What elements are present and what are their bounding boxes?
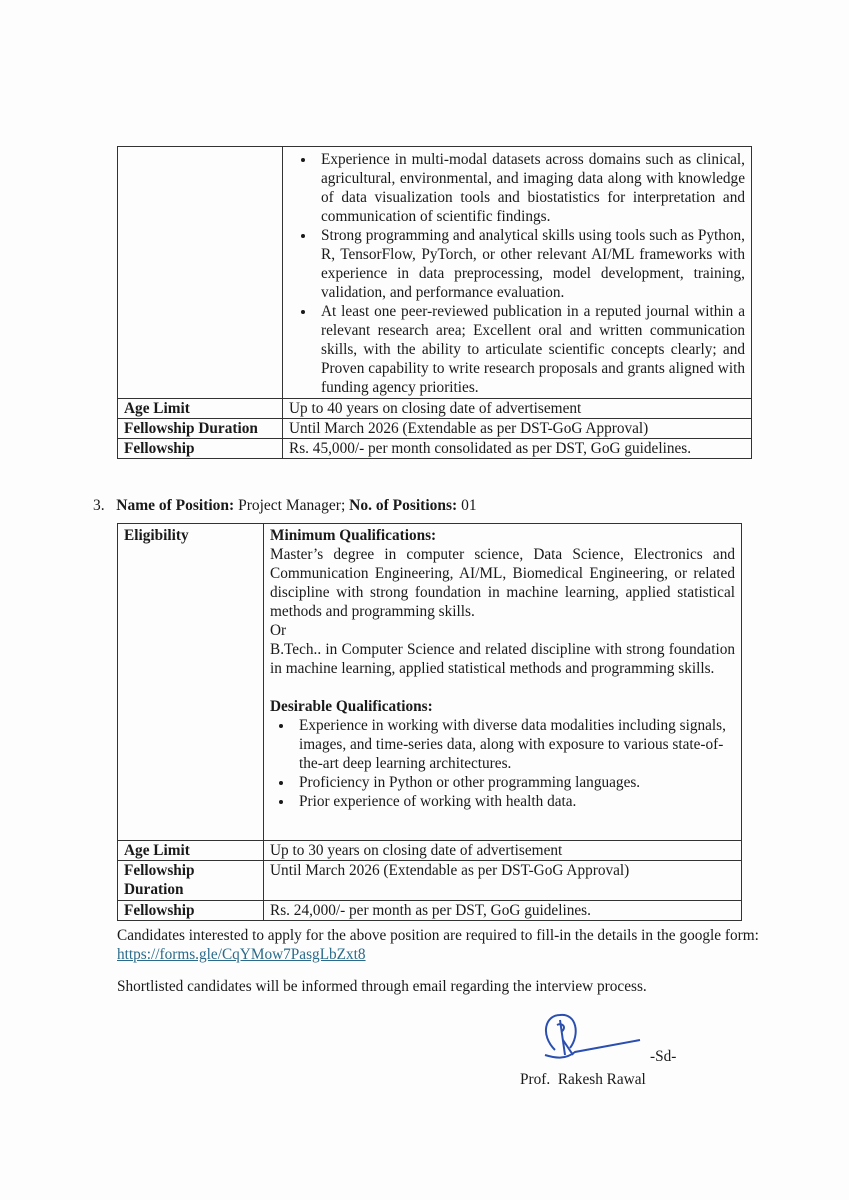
desirable-qualifications-heading: Desirable Qualifications:	[270, 698, 433, 715]
row-label: Age Limit	[118, 399, 283, 419]
table-row	[118, 901, 742, 921]
item-number: 3.	[93, 497, 105, 514]
eligibility-cell	[264, 524, 742, 841]
position-3-table	[117, 523, 742, 921]
list-item: • Proficiency in Python or other programming languages.	[294, 773, 735, 792]
list-item: • Experience in multi-modal datasets across domains such as clinical, agricultural, environmental, and imaging data along with knowledge of data visualization tools and biostatistics for interpretation and communication of scientific findings.	[316, 150, 745, 226]
position-2-table	[117, 146, 752, 459]
list-item: • At least one peer-reviewed publication in a reputed journal within a relevant research area; Excellent oral and written communication skills, with the ability to articulate scientific concepts clearly; and Proven capability to write research proposals and grants aligned with funding agency priorities.	[316, 302, 745, 397]
desirable-cell	[283, 147, 752, 399]
position-name-value: Project Manager;	[238, 497, 346, 514]
list-item: • Experience in working with diverse data modalities including signals, images, and time-series data, along with exposure to various state-of-the-art deep learning architectures.	[294, 716, 735, 773]
list-item: • Prior experience of working with health data.	[294, 792, 735, 811]
table-row	[118, 419, 752, 439]
apply-paragraph	[117, 926, 777, 964]
row-label: Age Limit	[118, 841, 264, 861]
shortlist-text: Shortlisted candidates will be informed through email regarding the interview process.	[117, 978, 647, 995]
row-value: Rs. 24,000/- per month as per DST, GoG guidelines.	[264, 901, 742, 921]
signatory-name: Prof. Rakesh Rawal	[520, 1071, 646, 1088]
row-value: Until March 2026 (Extendable as per DST-GoG Approval)	[283, 419, 752, 439]
empty-label-cell	[118, 147, 283, 399]
row-label: Eligibility	[118, 524, 264, 841]
table-row	[118, 524, 742, 841]
position-name-label: Name of Position:	[116, 497, 235, 514]
desirable-list	[270, 716, 735, 811]
signoff-text: -Sd-	[650, 1048, 677, 1065]
table-row	[118, 147, 752, 399]
row-label: Fellowship Duration	[118, 419, 283, 439]
row-label: Fellowship Duration	[118, 861, 264, 901]
row-label: Fellowship	[118, 439, 283, 459]
position-count-label: No. of Positions:	[349, 497, 458, 514]
min-qualifications-text: Master’s degree in computer science, Data Science, Electronics and Communication Engineering, AI/ML, Biomedical Engineering, or related discipline with strong foundation in machine learning, applied statistical methods and programming skills.	[270, 546, 735, 620]
position-3-heading	[93, 496, 477, 515]
row-value: Up to 30 years on closing date of advertisement	[264, 841, 742, 861]
apply-text: Candidates interested to apply for the above position are required to fill-in the details in the google form:	[117, 927, 759, 944]
or-text: Or	[270, 622, 287, 639]
row-value: Rs. 45,000/- per month consolidated as per DST, GoG guidelines.	[283, 439, 752, 459]
table-row	[118, 861, 742, 901]
table-row	[118, 841, 742, 861]
google-form-link[interactable]: https://forms.gle/CqYMow7PasgLbZxt8	[117, 946, 366, 963]
signature-image	[535, 1010, 645, 1070]
table-row	[118, 439, 752, 459]
row-label: Fellowship	[118, 901, 264, 921]
row-value: Up to 40 years on closing date of advertisement	[283, 399, 752, 419]
desirable-list	[289, 150, 745, 397]
position-count-value: 01	[461, 497, 477, 514]
min-qualifications-alt-text: B.Tech.. in Computer Science and related discipline with strong foundation in machine learning, applied statistical methods and programming skills.	[270, 641, 735, 677]
list-item: • Strong programming and analytical skills using tools such as Python, R, TensorFlow, PyTorch, or other relevant AI/ML frameworks with experience in data preprocessing, model development, training, validation, and performance evaluation.	[316, 226, 745, 302]
min-qualifications-heading: Minimum Qualifications:	[270, 527, 437, 544]
table-row	[118, 399, 752, 419]
row-value: Until March 2026 (Extendable as per DST-GoG Approval)	[264, 861, 742, 901]
